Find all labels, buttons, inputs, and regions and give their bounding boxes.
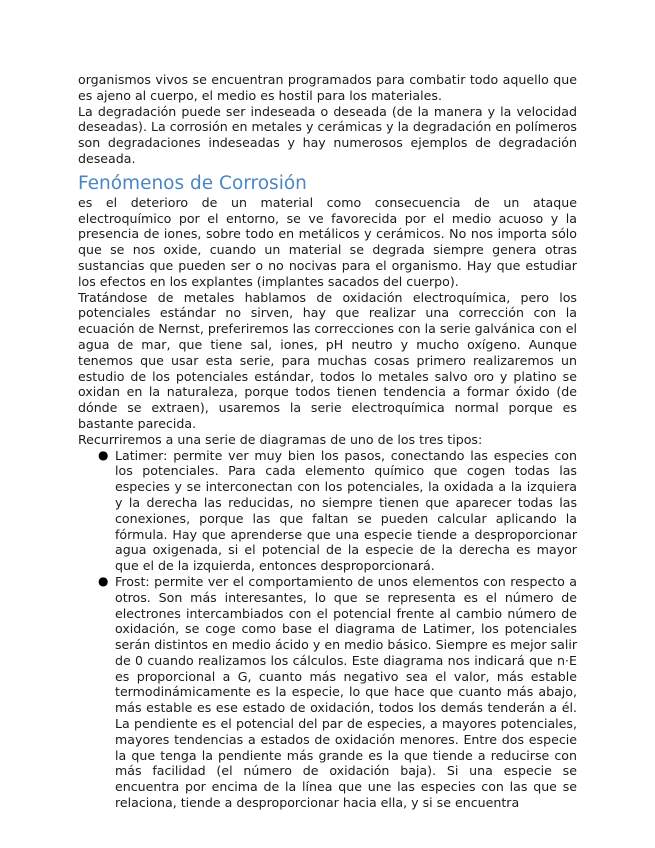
body-paragraph: organismos vivos se encuentran programados para combatir todo aquello que es ajeno al cuerpo, el medio es hostil para los materiales. bbox=[78, 72, 577, 103]
list-item bbox=[78, 448, 577, 574]
list-item-text: Frost: permite ver el comportamiento de unos elementos con respecto a otros. Son más interesantes, lo que se representa es el número de electrones intercambiados con el potencial frente al cambio número de oxidación, se coge como base el diagrama de Latimer, los potenciales serán distintos en medio ácido y en medio básico. Siempre es mejor salir de 0 cuando realizamos los cálculos. Este diagrama nos indicará que n·E es proporcional a G, cuanto más negativo sea el valor, más estable termodinámicamente es la especie, lo que hace que cuanto más abajo, más estable es ese estado de oxidación, todos los demás tenderán a él. La pendiente es el potencial del par de especies, a mayores potenciales, mayores tendencias a estados de oxidación menores. Entre dos especie la que tenga la pendiente más grande es la que tiende a reducirse con más facilidad (el número de oxidación baja). Si una especie se encuentra por encima de la línea que une las especies con las que se relaciona, tiende a desproporcionar hacia ella, y si se encuentra bbox=[115, 573, 577, 811]
section-heading: Fenómenos de Corrosión bbox=[78, 172, 307, 194]
bullet-icon: ● bbox=[98, 573, 109, 588]
document-page bbox=[78, 72, 577, 811]
list-item bbox=[78, 574, 577, 811]
body-paragraph: La degradación puede ser indeseada o deseada (de la manera y la velocidad deseadas). La corrosión en metales y cerámicas y la degradación en polímeros son degradaciones indeseadas y hay numerosos ejemplos de degradación deseada. bbox=[78, 103, 577, 166]
body-paragraph: Tratándose de metales hablamos de oxidación electroquímica, pero los potenciales estándar no sirven, hay que realizar una corrección con la ecuación de Nernst, preferiremos las correcciones con la serie galvánica con el agua de mar, que tiene sal, iones, pH neutro y mucho oxígeno. Aunque tenemos que usar esta serie, para muchas cosas primero realizaremos un estudio de los potenciales estándar, todos lo metales salvo oro y platino se oxidan en la naturaleza, porque todos tienen tendencia a formar óxido (de dónde se extraen), usaremos la serie electroquímica normal porque es bastante parecida. bbox=[78, 289, 577, 431]
body-paragraph: Recurriremos a una serie de diagramas de uno de los tres tipos: bbox=[78, 431, 483, 447]
body-paragraph: es el deterioro de un material como consecuencia de un ataque electroquímico por el entorno, se ve favorecida por el medio acuoso y la presencia de iones, sobre todo en metálicos y cerámicos. No nos importa sólo que se nos oxide, cuando un material se degrada siempre genera otras sustancias que pueden ser o no nocivas para el organismo. Hay que estudiar los efectos en los explantes (implantes sacados del cuerpo). bbox=[78, 194, 577, 289]
list-item-text: Latimer: permite ver muy bien los pasos, conectando las especies con los potenciales. Para cada elemento químico que cogen todas las especies y se interconectan con los potenciales, la oxidada a la izquiera y la derecha las reducidas, no siempre tienen que aparecer todas las conexiones, porque las que faltan se pueden calcular aplicando la fórmula. Hay que aprenderse que una especie tiende a desproporcionar agua oxigenada, si el potencial de la especie de la derecha es mayor que el de la izquierda, entonces desproporcionará. bbox=[115, 447, 577, 574]
bullet-icon: ● bbox=[98, 447, 109, 462]
bullet-list bbox=[78, 448, 577, 811]
